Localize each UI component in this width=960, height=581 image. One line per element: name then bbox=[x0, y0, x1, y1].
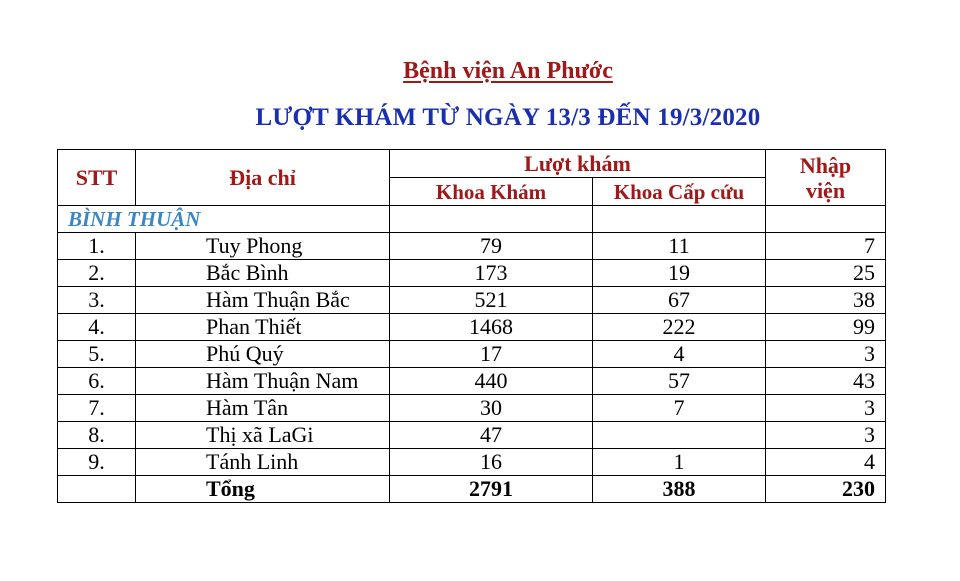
report-subtitle: LƯỢT KHÁM TỪ NGÀY 13/3 ĐẾN 19/3/2020 bbox=[255, 104, 761, 131]
header-admitted-line2: viện bbox=[805, 177, 846, 203]
row-khoa-kham: 79 bbox=[390, 233, 593, 260]
region-cell bbox=[766, 206, 886, 233]
total-label: Tổng bbox=[136, 476, 390, 503]
row-address: Tánh Linh bbox=[136, 449, 390, 476]
table-row bbox=[58, 233, 886, 260]
row-cap-cuu: 4 bbox=[593, 341, 766, 368]
row-khoa-kham: 440 bbox=[390, 368, 593, 395]
row-stt: 3. bbox=[58, 287, 136, 314]
total-cap-cuu: 388 bbox=[593, 476, 766, 503]
row-nhap-vien: 25 bbox=[766, 260, 886, 287]
row-address: Phú Quý bbox=[136, 341, 390, 368]
row-stt: 8. bbox=[58, 422, 136, 449]
row-cap-cuu: 57 bbox=[593, 368, 766, 395]
row-nhap-vien: 99 bbox=[766, 314, 886, 341]
row-nhap-vien: 38 bbox=[766, 287, 886, 314]
total-khoa-kham: 2791 bbox=[390, 476, 593, 503]
row-khoa-kham: 521 bbox=[390, 287, 593, 314]
table-row bbox=[58, 422, 886, 449]
row-khoa-kham: 30 bbox=[390, 395, 593, 422]
row-stt: 1. bbox=[58, 233, 136, 260]
hospital-title: Bệnh viện An Phước bbox=[403, 58, 613, 84]
total-row bbox=[58, 476, 886, 503]
row-nhap-vien: 7 bbox=[766, 233, 886, 260]
row-stt: 9. bbox=[58, 449, 136, 476]
row-cap-cuu: 7 bbox=[593, 395, 766, 422]
region-row bbox=[58, 206, 886, 233]
row-stt: 5. bbox=[58, 341, 136, 368]
row-stt: 7. bbox=[58, 395, 136, 422]
row-address: Bắc Bình bbox=[136, 260, 390, 287]
header-visits: Lượt khám bbox=[390, 150, 766, 178]
row-cap-cuu: 1 bbox=[593, 449, 766, 476]
row-address: Phan Thiết bbox=[136, 314, 390, 341]
row-nhap-vien: 3 bbox=[766, 341, 886, 368]
row-khoa-kham: 1468 bbox=[390, 314, 593, 341]
row-cap-cuu: 222 bbox=[593, 314, 766, 341]
table-row bbox=[58, 341, 886, 368]
header-address: Địa chỉ bbox=[136, 150, 390, 206]
row-cap-cuu: 67 bbox=[593, 287, 766, 314]
row-stt: 6. bbox=[58, 368, 136, 395]
region-cell bbox=[390, 206, 593, 233]
row-address: Thị xã LaGi bbox=[136, 422, 390, 449]
row-nhap-vien: 43 bbox=[766, 368, 886, 395]
total-stt bbox=[58, 476, 136, 503]
region-cell bbox=[593, 206, 766, 233]
row-address: Hàm Tân bbox=[136, 395, 390, 422]
header-khoa-cap-cuu: Khoa Cấp cứu bbox=[593, 178, 766, 206]
row-address: Hàm Thuận Nam bbox=[136, 368, 390, 395]
table-row bbox=[58, 368, 886, 395]
table-row bbox=[58, 287, 886, 314]
total-nhap-vien: 230 bbox=[766, 476, 886, 503]
row-khoa-kham: 47 bbox=[390, 422, 593, 449]
row-cap-cuu bbox=[593, 422, 766, 449]
header-admitted bbox=[766, 150, 886, 206]
row-address: Tuy Phong bbox=[136, 233, 390, 260]
row-stt: 2. bbox=[58, 260, 136, 287]
table-row bbox=[58, 314, 886, 341]
row-nhap-vien: 3 bbox=[766, 395, 886, 422]
header-admitted-line1: Nhập bbox=[799, 152, 852, 178]
table-body bbox=[58, 206, 886, 503]
row-khoa-kham: 16 bbox=[390, 449, 593, 476]
region-name: BÌNH THUẬN bbox=[58, 206, 390, 233]
table-row bbox=[58, 260, 886, 287]
visits-table bbox=[57, 149, 886, 503]
table-row bbox=[58, 395, 886, 422]
row-nhap-vien: 3 bbox=[766, 422, 886, 449]
row-cap-cuu: 11 bbox=[593, 233, 766, 260]
row-nhap-vien: 4 bbox=[766, 449, 886, 476]
table-row bbox=[58, 449, 886, 476]
row-stt: 4. bbox=[58, 314, 136, 341]
row-cap-cuu: 19 bbox=[593, 260, 766, 287]
header-khoa-kham: Khoa Khám bbox=[390, 178, 593, 206]
row-address: Hàm Thuận Bắc bbox=[136, 287, 390, 314]
row-khoa-kham: 173 bbox=[390, 260, 593, 287]
row-khoa-kham: 17 bbox=[390, 341, 593, 368]
header-stt: STT bbox=[58, 150, 136, 206]
